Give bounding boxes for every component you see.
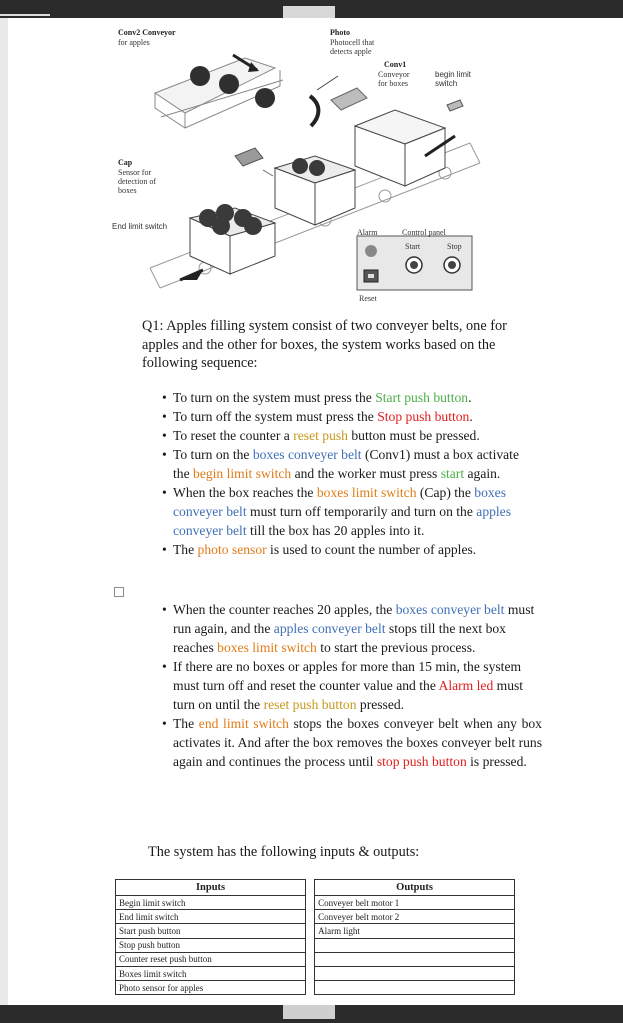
rule-highlight: boxes limit switch — [316, 485, 417, 500]
rule-text: must turn on until the — [173, 678, 524, 712]
label-stop: Stop — [447, 242, 462, 251]
rule-text: is used to count the number of apples. — [266, 542, 477, 557]
bottom-tab-handle[interactable] — [283, 1005, 335, 1019]
rule-text: If there are no boxes or apples for more than 15 min, the system must turn off and reset the counter value and the — [173, 659, 522, 693]
rule-text: . — [468, 390, 472, 405]
rule-text: To turn on the — [173, 447, 253, 462]
apple-1 — [190, 66, 210, 86]
rule-text: (Conv1) must a box activate the — [173, 447, 519, 481]
input-cell: Boxes limit switch — [116, 966, 306, 980]
output-cell: Alarm light — [315, 924, 515, 938]
apple-3 — [255, 88, 275, 108]
rule-end-limit — [160, 714, 542, 771]
rule-reset — [160, 426, 535, 445]
alarm-lamp — [365, 245, 377, 257]
rule-text: and the worker must press — [291, 466, 441, 481]
rule-text: stops till the next box reaches — [173, 621, 506, 655]
viewer-top-bar — [0, 0, 623, 18]
label-photo-title: Photo — [330, 28, 350, 37]
rule-highlight: boxes conveyer belt — [395, 602, 505, 617]
top-left-tab-indicator — [0, 14, 50, 16]
label-begin-limit-2: switch — [435, 79, 458, 88]
rule-start — [160, 388, 535, 407]
rule-photo-sensor — [160, 540, 535, 559]
input-cell: Photo sensor for apples — [116, 981, 306, 995]
output-cell — [315, 952, 515, 966]
label-begin-limit-1: begin limit — [435, 70, 472, 79]
output-cell: Conveyer belt motor 1 — [315, 896, 515, 910]
inputs-header: Inputs — [116, 880, 306, 896]
table-gap — [306, 966, 315, 980]
rule-highlight: apples conveyer belt — [173, 504, 512, 538]
label-start: Start — [405, 242, 421, 251]
input-cell: Counter reset push button — [116, 952, 306, 966]
label-conv1-sub1: Conveyor — [378, 70, 410, 79]
rule-counter — [160, 600, 542, 657]
rule-text: must run again, and the — [173, 602, 535, 636]
rule-text: When the counter reaches 20 apples, the — [173, 602, 396, 617]
label-cap-sub2: detection of — [118, 177, 156, 186]
rule-stop — [160, 407, 535, 426]
label-conv1-title: Conv1 — [384, 60, 407, 69]
table-gap — [306, 924, 315, 938]
rule-text: again. — [464, 466, 501, 481]
rules-list-1 — [160, 388, 535, 559]
rule-highlight: start — [440, 466, 465, 481]
page-checkbox[interactable] — [114, 587, 124, 597]
label-conv2-sub: for apples — [118, 38, 150, 47]
rule-highlight: boxes conveyer belt — [252, 447, 362, 462]
empty-box — [355, 110, 445, 186]
input-cell: Begin limit switch — [116, 896, 306, 910]
outputs-header: Outputs — [315, 880, 515, 896]
input-cell: End limit switch — [116, 910, 306, 924]
output-cell — [315, 966, 515, 980]
rule-highlight: Alarm led — [438, 678, 494, 693]
rule-boxes-conveyer — [160, 445, 535, 483]
rule-text: button must be pressed. — [347, 428, 480, 443]
rule-highlight: Start push button — [375, 390, 469, 405]
rule-text: To turn off the system must press the — [173, 409, 378, 424]
table-row — [116, 952, 515, 966]
table-row — [116, 938, 515, 952]
rule-highlight: photo sensor — [197, 542, 267, 557]
rule-text: When the box reaches the — [173, 485, 317, 500]
input-cell: Stop push button — [116, 938, 306, 952]
label-reset: Reset — [359, 294, 377, 303]
table-gap — [306, 880, 315, 896]
label-conv1-sub2: for boxes — [378, 79, 408, 88]
rule-highlight: stop push button — [376, 754, 467, 769]
rule-highlight: reset push button — [263, 697, 357, 712]
label-end-limit: End limit switch — [112, 222, 168, 231]
rule-text: . — [469, 409, 473, 424]
document-page — [0, 18, 623, 1005]
io-table — [115, 879, 515, 995]
apple-2 — [219, 74, 239, 94]
rules-list-2 — [160, 600, 542, 771]
rule-highlight: begin limit switch — [193, 466, 292, 481]
output-cell: Conveyer belt motor 2 — [315, 910, 515, 924]
rule-highlight: boxes conveyer belt — [173, 485, 506, 519]
io-heading: The system has the following inputs & outputs: — [148, 844, 420, 860]
rule-text: pressed. — [356, 697, 405, 712]
rule-highlight: reset push — [293, 428, 348, 443]
output-cell — [315, 938, 515, 952]
table-gap — [306, 896, 315, 910]
label-control-panel: Control panel — [402, 228, 446, 237]
rule-text: To reset the counter a — [173, 428, 294, 443]
label-conv2-title: Conv2 Conveyor — [118, 28, 176, 37]
io-header-row — [116, 880, 515, 896]
input-cell: Start push button — [116, 924, 306, 938]
rule-text: must turn off temporarily and turn on the — [246, 504, 477, 519]
question-intro: Q1: Apples filling system consist of two conveyer belts, one for apples and the other for boxes, the system works based on the following sequence: — [142, 318, 507, 371]
rule-text: (Cap) the — [416, 485, 475, 500]
label-cap-title: Cap — [118, 158, 133, 167]
table-row — [116, 896, 515, 910]
table-gap — [306, 981, 315, 995]
rule-text: To turn on the system must press the — [173, 390, 376, 405]
apple-filling-diagram — [105, 18, 505, 308]
table-gap — [306, 910, 315, 924]
rule-text: The — [173, 542, 198, 557]
rule-text: to start the previous process. — [316, 640, 476, 655]
rule-box-reaches — [160, 483, 535, 540]
rule-text: till the box has 20 apples into it. — [246, 523, 425, 538]
table-gap — [306, 952, 315, 966]
label-cap-sub1: Sensor for — [118, 168, 152, 177]
rule-text: stops the boxes conveyer belt when any box activates it. And after the box removes the boxes conveyer belt runs again and continues the process until — [173, 716, 542, 769]
label-photo-sub1: Photocell that — [330, 38, 375, 47]
rule-highlight: apples conveyer belt — [273, 621, 386, 636]
label-photo-sub2: detects apple — [330, 47, 372, 56]
label-alarm: Alarm — [357, 228, 378, 237]
table-gap — [306, 938, 315, 952]
page-left-margin — [0, 18, 8, 1005]
rule-highlight: boxes limit switch — [217, 640, 317, 655]
rule-text: The — [173, 716, 199, 731]
output-cell — [315, 981, 515, 995]
viewer-bottom-bar — [0, 1005, 623, 1023]
label-cap-sub3: boxes — [118, 186, 137, 195]
table-row — [116, 924, 515, 938]
rule-highlight: Stop push button — [377, 409, 470, 424]
rule-timeout — [160, 657, 542, 714]
table-row — [116, 910, 515, 924]
rule-highlight: end limit switch — [198, 716, 289, 731]
photo-pointer — [317, 76, 338, 90]
rule-text: is pressed. — [466, 754, 527, 769]
top-tab-handle[interactable] — [283, 6, 335, 18]
table-row — [116, 981, 515, 995]
table-row — [116, 966, 515, 980]
